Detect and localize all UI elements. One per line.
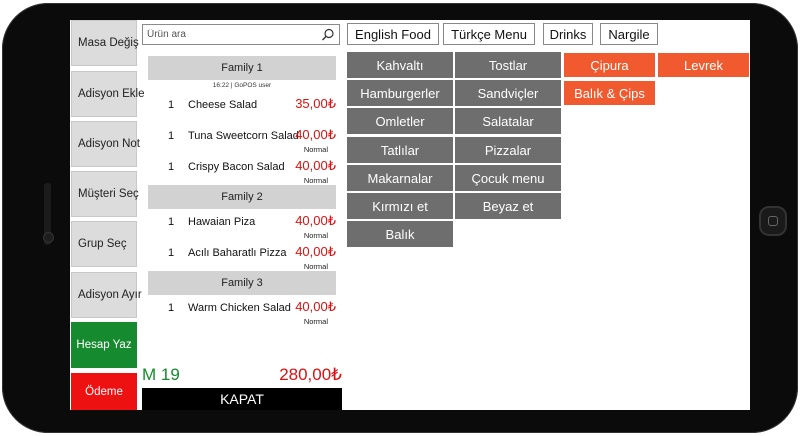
item-name: Acılı Baharatlı Pizza xyxy=(188,247,287,259)
item-price: 40,00₺ xyxy=(295,244,336,259)
item-price: 40,00₺ xyxy=(295,127,336,142)
search-box xyxy=(142,24,340,45)
close-button[interactable]: KAPAT xyxy=(142,388,342,410)
item-name: Warm Chicken Salad xyxy=(188,302,291,314)
item-price: 40,00₺ xyxy=(295,158,336,173)
action-column xyxy=(70,20,145,410)
order-meta: 16:22 | GoPOS user xyxy=(212,82,272,89)
change-table-button[interactable]: Masa Değiş xyxy=(71,20,137,66)
order-item[interactable] xyxy=(148,240,336,271)
home-button xyxy=(759,206,787,236)
order-item[interactable] xyxy=(148,209,336,240)
pos-screen xyxy=(70,20,750,410)
order-item[interactable] xyxy=(148,123,336,154)
item-qty: 1 xyxy=(168,247,175,259)
category-omletler[interactable]: Omletler xyxy=(347,108,453,134)
camera xyxy=(43,232,54,243)
bill-note-button[interactable]: Adisyon Not xyxy=(71,121,137,167)
category-kahvalti[interactable]: Kahvaltı xyxy=(347,52,453,78)
order-list xyxy=(148,56,336,346)
item-price: 40,00₺ xyxy=(295,213,336,228)
item-note: Normal xyxy=(303,262,328,271)
tab-english-food[interactable]: English Food xyxy=(347,23,439,45)
item-price: 35,00₺ xyxy=(295,96,336,111)
product-levrek[interactable]: Levrek xyxy=(658,53,749,77)
search-icon[interactable] xyxy=(321,28,335,42)
category-salatalar[interactable]: Salatalar xyxy=(455,108,561,134)
category-tatlilar[interactable]: Tatlılar xyxy=(347,137,453,163)
select-group-button[interactable]: Grup Seç xyxy=(71,221,137,267)
family-header: Family 3 xyxy=(148,271,336,295)
print-bill-button[interactable]: Hesap Yaz xyxy=(71,322,137,368)
item-note: Normal xyxy=(303,231,328,240)
item-name: Crispy Bacon Salad xyxy=(188,161,285,173)
split-bill-button[interactable]: Adisyon Ayır xyxy=(71,272,137,318)
item-qty: 1 xyxy=(168,130,175,142)
item-name: Cheese Salad xyxy=(188,99,258,111)
add-bill-button[interactable]: Adisyon Ekle xyxy=(71,71,137,117)
item-qty: 1 xyxy=(168,216,175,228)
tab-nargile[interactable]: Nargile xyxy=(600,23,658,45)
item-qty: 1 xyxy=(168,161,175,173)
order-item[interactable] xyxy=(148,92,336,123)
order-item[interactable] xyxy=(148,295,336,326)
item-price: 40,00₺ xyxy=(295,299,336,314)
category-balik[interactable]: Balık xyxy=(347,221,453,247)
bill-total: 280,00₺ xyxy=(279,365,342,384)
family-header: Family 1 xyxy=(148,56,336,80)
category-kirmizi-et[interactable]: Kırmızı et xyxy=(347,193,453,219)
item-qty: 1 xyxy=(168,302,175,314)
payment-button[interactable]: Ödeme xyxy=(71,373,137,410)
order-item[interactable] xyxy=(148,154,336,185)
item-note: Normal xyxy=(303,176,328,185)
select-customer-button[interactable]: Müşteri Seç xyxy=(71,171,137,217)
product-cipura[interactable]: Çipura xyxy=(564,53,655,77)
item-name: Hawaian Piza xyxy=(188,216,256,228)
category-cocuk-menu[interactable]: Çocuk menu xyxy=(455,165,561,191)
item-name: Tuna Sweetcorn Salad xyxy=(188,130,299,142)
category-sandvicler[interactable]: Sandviçler xyxy=(455,80,561,106)
item-note: Normal xyxy=(303,145,328,154)
category-makarnalar[interactable]: Makarnalar xyxy=(347,165,453,191)
product-balik-cips[interactable]: Balık & Çips xyxy=(564,81,655,105)
category-tostlar[interactable]: Tostlar xyxy=(455,52,561,78)
item-qty: 1 xyxy=(168,99,175,111)
family-header: Family 2 xyxy=(148,185,336,209)
item-note: Normal xyxy=(303,317,328,326)
tab-drinks[interactable]: Drinks xyxy=(543,23,593,45)
category-hamburgerler[interactable]: Hamburgerler xyxy=(347,80,453,106)
category-pizzalar[interactable]: Pizzalar xyxy=(455,137,561,163)
table-number: M 19 xyxy=(142,365,180,384)
order-panel xyxy=(142,20,342,410)
tab-turkce-menu[interactable]: Türkçe Menu xyxy=(443,23,535,45)
category-beyaz-et[interactable]: Beyaz et xyxy=(455,193,561,219)
search-input[interactable] xyxy=(147,27,317,42)
